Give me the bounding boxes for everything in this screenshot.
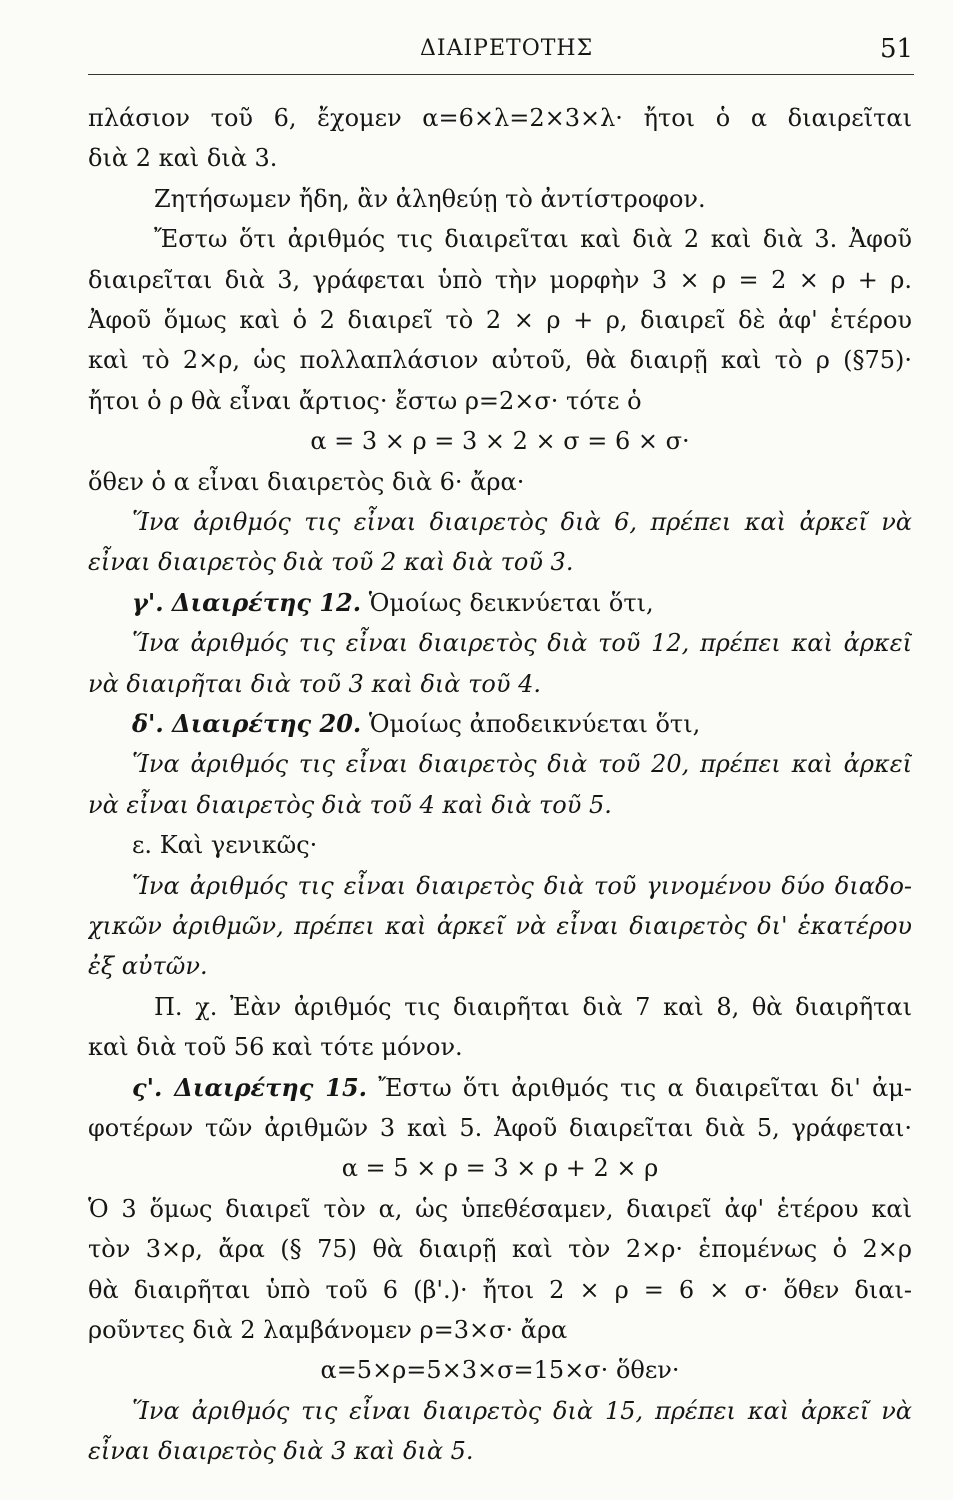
text-line: Ζητήσωμεν ἤδη, ἂν ἀληθεύῃ τὸ ἀντίστροφον. — [154, 184, 706, 213]
text-line: Ἀφοῦ ὅμως καὶ ὁ 2 διαιρεῖ τὸ 2 × ρ + ρ, διαιρεῖ δὲ ἀφ' ἑτέρου — [88, 306, 912, 334]
text-line: Ἵνα ἀριθμός τις εἶναι διαιρετὸς διὰ 15, πρέπει καὶ ἀρκεῖ νὰ — [132, 1396, 912, 1425]
text-line: χικῶν ἀριθμῶν, πρέπει καὶ ἀρκεῖ νὰ εἶναι διαιρετὸς δι' ἑκατέρου — [88, 912, 912, 940]
text-line: εἶναι διαιρετὸς διὰ τοῦ 2 καὶ διὰ τοῦ 3. — [88, 548, 574, 577]
text-line: εἶναι διαιρετὸς διὰ 3 καὶ διὰ 5. — [88, 1437, 474, 1466]
text-line: α=5×ρ=5×3×σ=15×σ· ὅθεν· — [320, 1356, 680, 1385]
text-line: Ἵνα ἀριθμός τις εἶναι διαιρετὸς διὰ τοῦ 20, πρέπει καὶ ἀρκεῖ — [132, 750, 912, 779]
text-line: διαιρεῖται διὰ 3, γράφεται ὑπὸ τὴν μορφὴν 3 × ρ = 2 × ρ + ρ. — [88, 265, 912, 294]
section-heading-text: Ἔστω ὅτι ἀριθμός τις α διαιρεῖται δι' ἀμ- — [367, 1073, 912, 1102]
header-rule — [88, 74, 914, 75]
text-line: φοτέρων τῶν ἀριθμῶν 3 καὶ 5. Ἀφοῦ διαιρεῖται διὰ 5, γράφεται· — [88, 1114, 912, 1142]
page-number: 51 — [880, 34, 914, 64]
text-line: ἤτοι ὁ ρ θὰ εἶναι ἄρτιος· ἔστω ρ=2×σ· τότε ὁ — [88, 386, 642, 415]
text-line: ροῦντες διὰ 2 λαμβάνομεν ρ=3×σ· ἄρα — [88, 1316, 568, 1344]
text-line: α = 5 × ρ = 3 × ρ + 2 × ρ — [341, 1154, 659, 1183]
text-line: ὅθεν ὁ α εἶναι διαιρετὸς διὰ 6· ἄρα· — [88, 467, 525, 496]
text-line: καὶ διὰ τοῦ 56 καὶ τότε μόνον. — [88, 1033, 463, 1062]
section-heading: δ'. Διαιρέτης 20. — [132, 709, 362, 738]
text-line — [88, 1068, 912, 1108]
section-heading: ς'. Διαιρέτης 15. — [132, 1072, 368, 1102]
text-line: Ἵνα ἀριθμός τις εἶναι διαιρετὸς διὰ τοῦ γινομένου δύο διαδο- — [132, 871, 912, 900]
text-line: θὰ διαιρῆται ὑπὸ τοῦ 6 (β'.)· ἤτοι 2 × ρ = 6 × σ· ὅθεν διαι- — [88, 1275, 912, 1304]
text-line: Π. χ. Ἐὰν ἀριθμός τις διαιρῆται διὰ 7 καὶ 8, θὰ διαιρῆται — [154, 992, 912, 1021]
text-line: Ἵνα ἀριθμός τις εἶναι διαιρετὸς διὰ 6, πρέπει καὶ ἀρκεῖ νὰ — [132, 508, 912, 536]
running-header-title: ΔΙΑΙΡΕΤΟΤΗΣ — [420, 36, 594, 61]
text-line: Ἔστω ὅτι ἀριθμός τις διαιρεῖται καὶ διὰ 2 καὶ διὰ 3. Ἀφοῦ — [154, 225, 912, 254]
text-line — [88, 704, 912, 744]
text-line: ἐξ αὐτῶν. — [88, 952, 208, 981]
section-heading-text: Ὁμοίως ἀποδεικνύεται ὅτι, — [361, 710, 701, 738]
text-line: ε. Καὶ γενικῶς· — [132, 831, 318, 860]
text-line: πλάσιον τοῦ 6, ἔχομεν α=6×λ=2×3×λ· ἤτοι ὁ α διαιρεῖται — [88, 104, 912, 132]
text-line: νὰ εἶναι διαιρετὸς διὰ τοῦ 4 καὶ διὰ τοῦ 5. — [88, 790, 612, 819]
text-line: καὶ τὸ 2×ρ, ὡς πολλαπλάσιον αὐτοῦ, θὰ διαιρῇ καὶ τὸ ρ (§75)· — [88, 346, 912, 375]
text-line: Ἵνα ἀριθμός τις εἶναι διαιρετὸς διὰ τοῦ 12, πρέπει καὶ ἀρκεῖ — [132, 629, 912, 658]
section-heading: γ'. Διαιρέτης 12. — [132, 587, 362, 617]
text-line: α = 3 × ρ = 3 × 2 × σ = 6 × σ· — [310, 427, 690, 456]
text-line: νὰ διαιρῆται διὰ τοῦ 3 καὶ διὰ τοῦ 4. — [88, 669, 541, 698]
section-heading-text: Ὁμοίως δεικνύεται ὅτι, — [361, 588, 654, 617]
text-line: τὸν 3×ρ, ἄρα (§ 75) θὰ διαιρῇ καὶ τὸν 2×ρ· ἑπομένως ὁ 2×ρ — [88, 1235, 912, 1264]
text-line: Ὁ 3 ὅμως διαιρεῖ τὸν α, ὡς ὑπεθέσαμεν, διαιρεῖ ἀφ' ἑτέρου καὶ — [88, 1194, 912, 1223]
text-line: διὰ 2 καὶ διὰ 3. — [88, 144, 278, 173]
text-line — [88, 583, 912, 623]
